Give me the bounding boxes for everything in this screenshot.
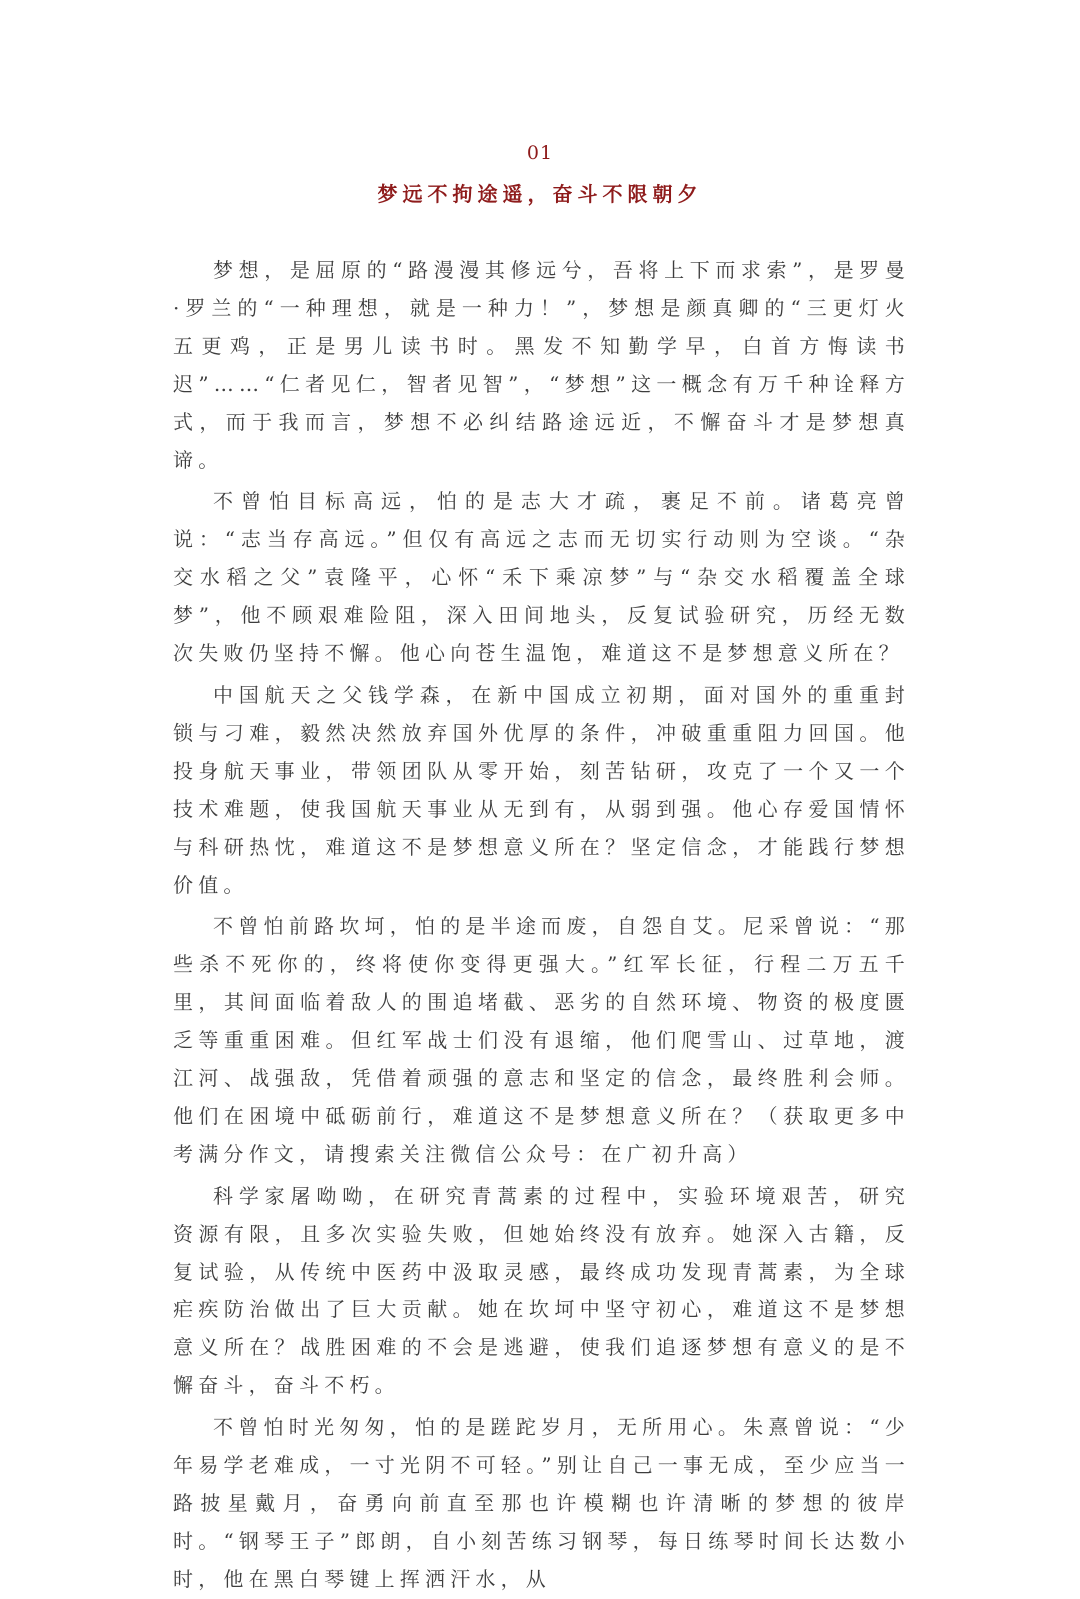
paragraph: 梦想，是屈原的“路漫漫其修远兮，吾将上下而求索”，是罗曼·罗兰的“一种理想，就是一种力！”，梦想是颜真卿的“三更灯火五更鸡，正是男儿读书时。黑发不知勤学早，白首方悔读书迟”……“仁者见仁，智者见智”，“梦想”这一概念有万千种诠释方式，而于我而言，梦想不必纠结路途远近，不懈奋斗才是梦想真谛。 <box>173 258 910 472</box>
paragraph: 不曾怕前路坎坷，怕的是半途而废，自怨自艾。尼采曾说：“那些杀不死你的，终将使你变得更强大。”红军长征，行程二万五千里，其间面临着敌人的围追堵截、恶劣的自然环境、物资的极度匮乏等重重困难。但红军战士们没有退缩，他们爬雪山、过草地，渡江河、战强敌，凭借着顽强的意志和坚定的信念，最终胜利会师。他们在困境中砥砺前行，难道这不是梦想意义所在？（获取更多中考满分作文，请搜索关注微信公众号：在广初升高） <box>173 914 910 1166</box>
article-body <box>173 252 910 1599</box>
section-number: 01 <box>526 142 554 164</box>
section-title: 梦远不拘途遥，奋斗不限朝夕 <box>377 182 703 206</box>
paragraph: 不曾怕目标高远，怕的是志大才疏，裹足不前。诸葛亮曾说：“志当存高远。”但仅有高远之志而无切实行动则为空谈。“杂交水稻之父”袁隆平，心怀“禾下乘凉梦”与“杂交水稻覆盖全球梦”，他不顾艰难险阻，深入田间地头，反复试验研究，历经无数次失败仍坚持不懈。他心向苍生温饱，难道这不是梦想意义所在？ <box>173 489 910 666</box>
paragraph: 不曾怕时光匆匆，怕的是蹉跎岁月，无所用心。朱熹曾说：“少年易学老难成，一寸光阴不可轻。”别让自己一事无成，至少应当一路披星戴月，奋勇向前直至那也许模糊也许清晰的梦想的彼岸时。“钢琴王子”郎朗，自小刻苦练习钢琴，每日练琴时间长达数小时，他在黑白琴键上挥洒汗水，从 <box>173 1415 910 1591</box>
paragraph: 中国航天之父钱学森，在新中国成立初期，面对国外的重重封锁与刁难，毅然决然放弃国外优厚的条件，冲破重重阻力回国。他投身航天事业，带领团队从零开始，刻苦钻研，攻克了一个又一个技术难题，使我国航天事业从无到有，从弱到强。他心存爱国情怀与科研热忱，难道这不是梦想意义所在？坚定信念，才能践行梦想价值。 <box>173 682 910 897</box>
paragraph: 科学家屠呦呦，在研究青蒿素的过程中，实验环境艰苦，研究资源有限，且多次实验失败，但她始终没有放弃。她深入古籍，反复试验，从传统中医药中汲取灵感，最终成功发现青蒿素，为全球疟疾防治做出了巨大贡献。她在坎坷中坚守初心，难道这不是梦想意义所在？战胜困难的不会是逃避，使我们追逐梦想有意义的是不懈奋斗，奋斗不朽。 <box>173 1183 910 1398</box>
